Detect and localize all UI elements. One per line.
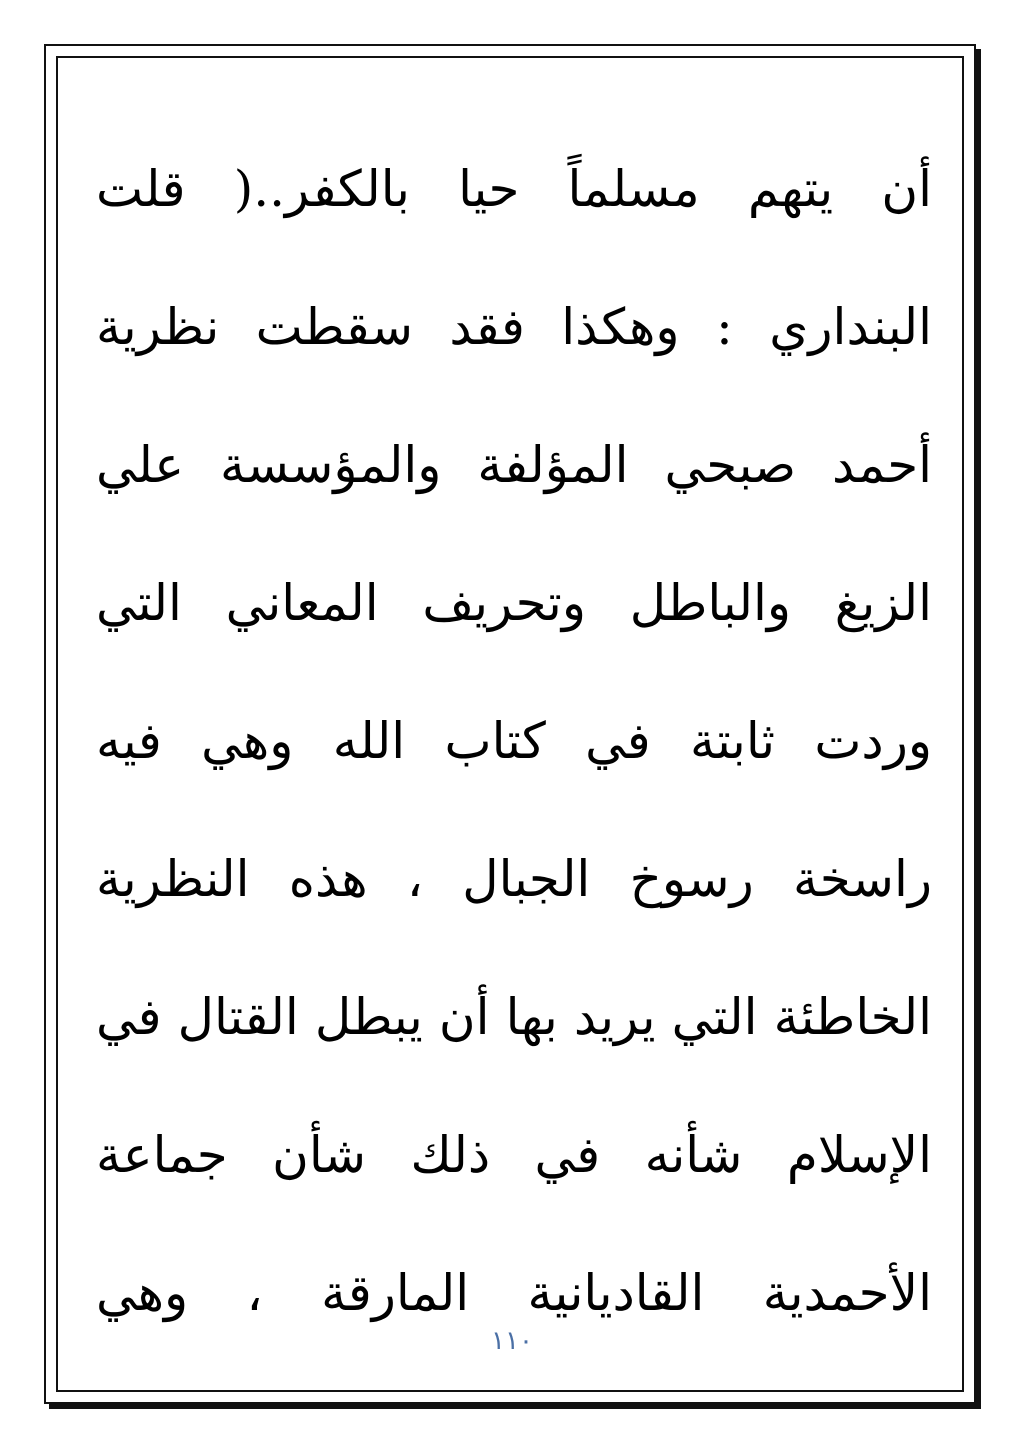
text-line: الزيغ والباطل وتحريف المعاني التي (96, 574, 932, 632)
text-line: وردت ثابتة في كتاب الله وهي فيه (96, 712, 932, 770)
body-text (96, 120, 932, 1362)
text-line: راسخة رسوخ الجبال ، هذه النظرية (96, 850, 932, 908)
text-line: الأحمدية القاديانية المارقة ، وهي (96, 1264, 932, 1322)
text-line: أن يتهم مسلماً حيا بالكفر..( قلت (96, 160, 932, 218)
text-line: الإسلام شأنه في ذلك شأن جماعة (96, 1126, 932, 1184)
text-line: أحمد صبحي المؤلفة والمؤسسة علي (96, 436, 932, 494)
text-line: البنداري : وهكذا فقد سقطت نظرية (96, 298, 932, 356)
page-number: ١١٠ (491, 1326, 533, 1356)
text-line: الخاطئة التي يريد بها أن يبطل القتال في (96, 988, 932, 1046)
